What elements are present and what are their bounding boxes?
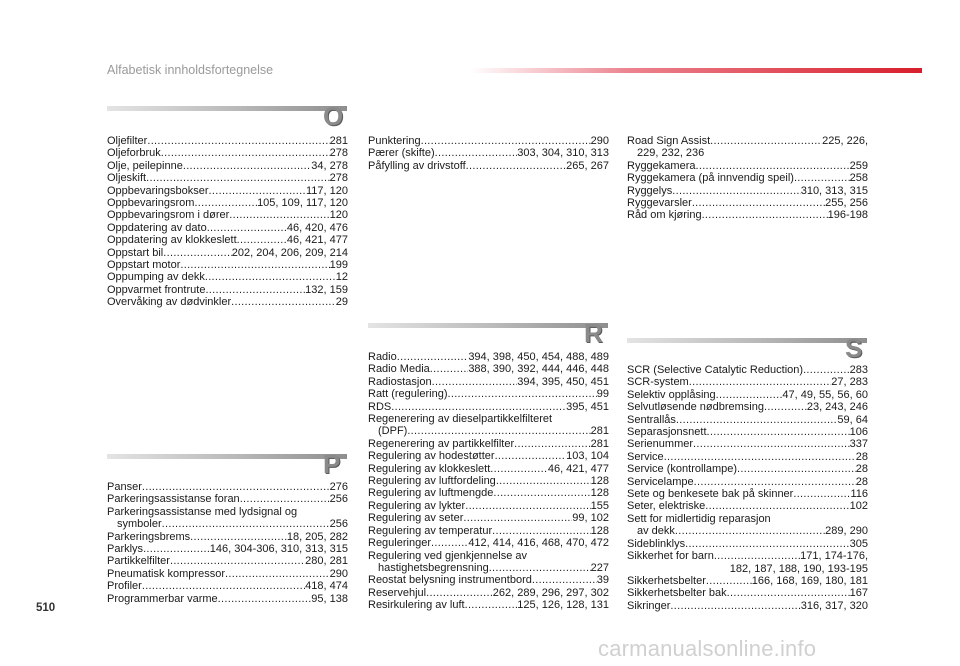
index-entry: Punktering ..... 290 bbox=[368, 135, 609, 147]
section-s-bar bbox=[627, 338, 867, 343]
index-entry: Partikkelfilter ..... 280, 281 bbox=[107, 555, 348, 567]
index-entry: Olje, peilepinne ..... 34, 278 bbox=[107, 160, 348, 172]
index-entry: Ryggelys ..... 310, 313, 315 bbox=[627, 185, 868, 197]
index-entry: Pneumatisk kompressor ..... 290 bbox=[107, 568, 348, 580]
index-entry: Reguleringer ..... 412, 414, 416, 468, 470, 472 bbox=[368, 537, 609, 549]
index-entry: Reostat belysning instrumentbord ..... 39 bbox=[368, 574, 609, 586]
index-entry: Service (kontrollampe) ..... 28 bbox=[627, 463, 868, 475]
index-entry: Oppvarmet frontrute ..... 132, 159 bbox=[107, 284, 348, 296]
index-entry: Overvåking av dødvinkler ..... 29 bbox=[107, 296, 348, 308]
index-entry: Serienummer ..... 337 bbox=[627, 438, 868, 450]
index-entry: Sikringer ..... 316, 317, 320 bbox=[627, 600, 868, 612]
section-letter-r: R bbox=[584, 318, 603, 348]
index-entry: Sikkerhet for barn ..... 171, 174-176, bbox=[627, 550, 868, 562]
index-entry: Parkeringsbrems ..... 18, 205, 282 bbox=[107, 531, 348, 543]
index-entry: Profiler ..... 418, 474 bbox=[107, 580, 348, 592]
index-entry: Selvutløsende nødbremsing ..... 23, 243, 246 bbox=[627, 401, 868, 413]
index-entry: Ryggevarsler ..... 255, 256 bbox=[627, 197, 868, 209]
index-column-o bbox=[107, 135, 348, 309]
index-entry: Sentrallås ..... 59, 64 bbox=[627, 414, 868, 426]
index-entry: hastighetsbegrensning ..... 227 bbox=[368, 562, 609, 574]
watermark: carmanualsonline.info bbox=[598, 636, 817, 661]
index-entry: Påfylling av drivstoff ..... 265, 267 bbox=[368, 160, 609, 172]
index-entry: Radiostasjon ..... 394, 395, 450, 451 bbox=[368, 376, 609, 388]
index-entry: Radio ..... 394, 398, 450, 454, 488, 489 bbox=[368, 351, 609, 363]
section-letter-p: P bbox=[323, 449, 341, 479]
index-entry: Reservehjul ..... 262, 289, 296, 297, 302 bbox=[368, 587, 609, 599]
index-entry: Road Sign Assist ..... 225, 226, bbox=[627, 135, 868, 147]
section-o-bar bbox=[107, 106, 347, 111]
header-accent-bar bbox=[470, 68, 922, 73]
index-entry: (DPF) ..... 281 bbox=[368, 425, 609, 437]
section-p-bar bbox=[107, 454, 347, 459]
index-entry: Sideblinklys ..... 305 bbox=[627, 538, 868, 550]
index-entry: Panser ..... 276 bbox=[107, 481, 348, 493]
section-r-bar bbox=[368, 323, 608, 328]
index-entry: Oppbevaringsrom ..... 105, 109, 117, 120 bbox=[107, 197, 348, 209]
index-entry: SCR (Selective Catalytic Reduction) ..... 283 bbox=[627, 364, 868, 376]
index-entry: Pærer (skifte) ..... 303, 304, 310, 313 bbox=[368, 147, 609, 159]
index-entry: Sete og benkesete bak på skinner ..... 116 bbox=[627, 488, 868, 500]
index-entry: symboler ..... 256 bbox=[107, 518, 348, 530]
index-entry: Oljeskift ..... 278 bbox=[107, 172, 348, 184]
index-entry-line: Regulering ved gjenkjennelse av bbox=[368, 549, 527, 562]
index-entry: Programmerbar varme ..... 95, 138 bbox=[107, 593, 348, 605]
index-entry: Selektiv opplåsing ..... 47, 49, 55, 56, 60 bbox=[627, 389, 868, 401]
index-entry: Oljeforbruk ..... 278 bbox=[107, 147, 348, 159]
section-letter-o: O bbox=[323, 101, 344, 131]
index-entry: Oppstart motor ..... 199 bbox=[107, 259, 348, 271]
index-column-r bbox=[368, 351, 609, 612]
index-column-s bbox=[627, 364, 868, 612]
index-entry: Parkeringsassistanse foran ..... 256 bbox=[107, 493, 348, 505]
index-entry: Råd om kjøring ..... 196-198 bbox=[627, 209, 868, 221]
index-entry: Oppbevaringsrom i dører ..... 120 bbox=[107, 209, 348, 221]
index-entry: Oljefilter ..... 281 bbox=[107, 135, 348, 147]
index-entry: Parklys ..... 146, 304-306, 310, 313, 315 bbox=[107, 543, 348, 555]
index-column-p-continued bbox=[368, 135, 609, 172]
section-letter-s: S bbox=[845, 333, 863, 363]
index-column-p bbox=[107, 481, 348, 605]
index-entry: Ryggekamera ..... 259 bbox=[627, 160, 868, 172]
index-entry: Oppstart bil ..... 202, 204, 206, 209, 214 bbox=[107, 247, 348, 259]
index-entry: Oppdatering av dato ..... 46, 420, 476 bbox=[107, 222, 348, 234]
page-header-title: Alfabetisk innholdsfortegnelse bbox=[107, 63, 274, 77]
index-entry: Regulering av luftfordeling ..... 128 bbox=[368, 475, 609, 487]
index-entry: Radio Media ..... 388, 390, 392, 444, 446, 448 bbox=[368, 363, 609, 375]
index-entry: Ryggekamera (på innvendig speil) ..... 258 bbox=[627, 172, 868, 184]
index-entry: Sikkerhetsbelter bak ..... 167 bbox=[627, 587, 868, 599]
index-entry-line: 182, 187, 188, 190, 193-195 bbox=[729, 562, 868, 575]
index-entry: Resirkulering av luft ..... 125, 126, 128, 131 bbox=[368, 599, 609, 611]
index-entry: RDS ..... 395, 451 bbox=[368, 401, 609, 413]
index-entry: Service ..... 28 bbox=[627, 451, 868, 463]
page-number: 510 bbox=[36, 602, 56, 614]
index-entry: Separasjonsnett ..... 106 bbox=[627, 426, 868, 438]
index-entry: Regenerering av partikkelfilter ..... 281 bbox=[368, 438, 609, 450]
index-entry: SCR-system ..... 27, 283 bbox=[627, 376, 868, 388]
index-entry: Regulering av lykter ..... 155 bbox=[368, 500, 609, 512]
index-entry: Oppumping av dekk ..... 12 bbox=[107, 271, 348, 283]
index-entry: Seter, elektriske ..... 102 bbox=[627, 500, 868, 512]
index-entry: Regulering av seter ..... 99, 102 bbox=[368, 512, 609, 524]
index-entry-line: Parkeringsassistanse med lydsignal og bbox=[107, 505, 298, 518]
index-entry: Ratt (regulering) ..... 99 bbox=[368, 388, 609, 400]
index-entry: Servicelampe ..... 28 bbox=[627, 476, 868, 488]
index-entry: Oppbevaringsbokser ..... 117, 120 bbox=[107, 185, 348, 197]
index-entry: Regulering av klokkeslett ..... 46, 421, 477 bbox=[368, 463, 609, 475]
index-entry-line: 229, 232, 236 bbox=[637, 147, 705, 160]
index-entry: Sikkerhetsbelter ..... 166, 168, 169, 180, 181 bbox=[627, 575, 868, 587]
index-entry: Regulering av luftmengde ..... 128 bbox=[368, 487, 609, 499]
index-entry-line: Regenerering av dieselpartikkelfilteret bbox=[368, 413, 553, 426]
index-entry: Regulering av temperatur ..... 128 bbox=[368, 525, 609, 537]
index-entry: Regulering av hodestøtter ..... 103, 104 bbox=[368, 450, 609, 462]
index-column-r-continued bbox=[627, 135, 868, 222]
index-entry-line: Sett for midlertidig reparasjon bbox=[627, 512, 771, 525]
index-entry: av dekk ..... 289, 290 bbox=[627, 525, 868, 537]
index-entry: Oppdatering av klokkeslett ..... 46, 421, 477 bbox=[107, 234, 348, 246]
